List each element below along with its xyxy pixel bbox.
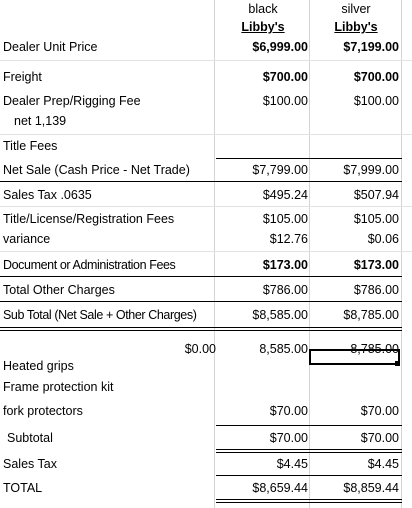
row-label: Document or Administration Fees — [3, 258, 176, 272]
row-divider — [0, 134, 412, 135]
row-divider — [0, 60, 412, 61]
table-row[interactable] — [0, 378, 412, 398]
row-divider — [0, 251, 412, 252]
cell-border — [0, 330, 402, 331]
row-label: Heated grips — [3, 359, 74, 373]
row-label: TOTAL — [3, 481, 43, 495]
cell-value[interactable]: $8,859.44 — [343, 481, 399, 495]
row-label: Title Fees — [3, 139, 58, 153]
row-label: Sub Total (Net Sale + Other Charges) — [3, 308, 197, 322]
cell-value[interactable]: $100.00 — [262, 94, 308, 108]
cell-value[interactable]: 8,785.00 — [350, 342, 399, 356]
table-row[interactable] — [0, 161, 412, 181]
cell-value[interactable]: $0.00 — [184, 342, 216, 356]
cell-value[interactable]: $8,659.44 — [252, 481, 308, 495]
row-label: Title/License/Registration Fees — [3, 212, 175, 226]
table-row[interactable] — [0, 137, 412, 157]
row-label: Freight — [3, 70, 42, 84]
table-row[interactable] — [0, 186, 412, 206]
cell-value[interactable]: $786.00 — [262, 283, 308, 297]
row-label: Dealer Prep/Rigging Fee — [3, 94, 141, 108]
cell-value[interactable]: $507.94 — [353, 188, 399, 202]
row-label: fork protectors — [3, 404, 83, 418]
cell-value[interactable]: $105.00 — [353, 212, 399, 226]
cell-border — [216, 452, 402, 453]
cell-value[interactable]: $70.00 — [269, 404, 308, 418]
row-label: Frame protection kit — [3, 380, 114, 394]
cell-border — [216, 158, 402, 159]
cell-value[interactable]: $786.00 — [353, 283, 399, 297]
cell-border — [216, 425, 402, 426]
cell-value[interactable]: $12.76 — [269, 232, 308, 246]
cell-border — [216, 499, 402, 500]
cell-border — [0, 301, 402, 302]
row-label: Dealer Unit Price — [3, 40, 98, 54]
row-label: Sales Tax .0635 — [3, 188, 92, 202]
cell-value[interactable]: $495.24 — [262, 188, 308, 202]
table-row[interactable] — [0, 479, 412, 499]
cell-border — [0, 327, 402, 328]
table-row[interactable] — [0, 38, 412, 58]
cell-value[interactable]: $100.00 — [353, 94, 399, 108]
cell-value[interactable]: $173.00 — [262, 258, 308, 272]
cell-value[interactable]: $7,999.00 — [343, 163, 399, 177]
cell-value[interactable]: $8,785.00 — [343, 308, 399, 322]
cell-border — [0, 276, 402, 277]
table-row[interactable] — [0, 68, 412, 88]
cell-value[interactable]: $6,999.00 — [252, 40, 308, 54]
table-row[interactable] — [0, 306, 412, 326]
col1-color-header: black — [248, 2, 278, 16]
cell-value[interactable]: $700.00 — [353, 70, 399, 84]
cell-border — [0, 181, 402, 182]
cell-value[interactable]: $0.06 — [367, 232, 399, 246]
cell-value[interactable]: $173.00 — [353, 258, 399, 272]
cell-border — [216, 502, 402, 503]
row-label: net 1,139 — [14, 114, 67, 128]
table-row[interactable] — [0, 281, 412, 301]
cell-value[interactable]: $700.00 — [262, 70, 308, 84]
col1-dealer-header: Libby's — [241, 20, 285, 34]
cell-value[interactable]: 8,585.00 — [259, 342, 308, 356]
table-row[interactable] — [0, 256, 412, 276]
row-label: Sales Tax — [3, 457, 57, 471]
row-label: Total Other Charges — [3, 283, 115, 297]
cell-value[interactable]: $7,799.00 — [252, 163, 308, 177]
cell-border — [216, 449, 402, 450]
table-row[interactable] — [0, 92, 412, 112]
cell-value[interactable]: $4.45 — [367, 457, 399, 471]
table-row[interactable] — [0, 402, 412, 422]
row-divider — [0, 206, 412, 207]
cell-border — [216, 475, 402, 476]
cell-value[interactable]: $70.00 — [360, 431, 399, 445]
cell-value[interactable]: $105.00 — [262, 212, 308, 226]
row-label: Subtotal — [7, 431, 53, 445]
cell-value[interactable]: $8,585.00 — [252, 308, 308, 322]
table-row[interactable] — [0, 455, 412, 475]
row-label: variance — [3, 232, 51, 246]
cell-value[interactable]: $4.45 — [276, 457, 308, 471]
row-label: Net Sale (Cash Price - Net Trade) — [3, 163, 190, 177]
col2-color-header: silver — [341, 2, 371, 16]
col2-dealer-header: Libby's — [334, 20, 378, 34]
table-row[interactable] — [0, 112, 412, 132]
table-row[interactable] — [0, 210, 412, 230]
table-row[interactable] — [0, 359, 412, 379]
table-row[interactable] — [0, 230, 412, 250]
cell-value[interactable]: $70.00 — [360, 404, 399, 418]
table-row[interactable] — [0, 429, 412, 449]
cell-value[interactable]: $7,199.00 — [343, 40, 399, 54]
cell-value[interactable]: $70.00 — [269, 431, 308, 445]
